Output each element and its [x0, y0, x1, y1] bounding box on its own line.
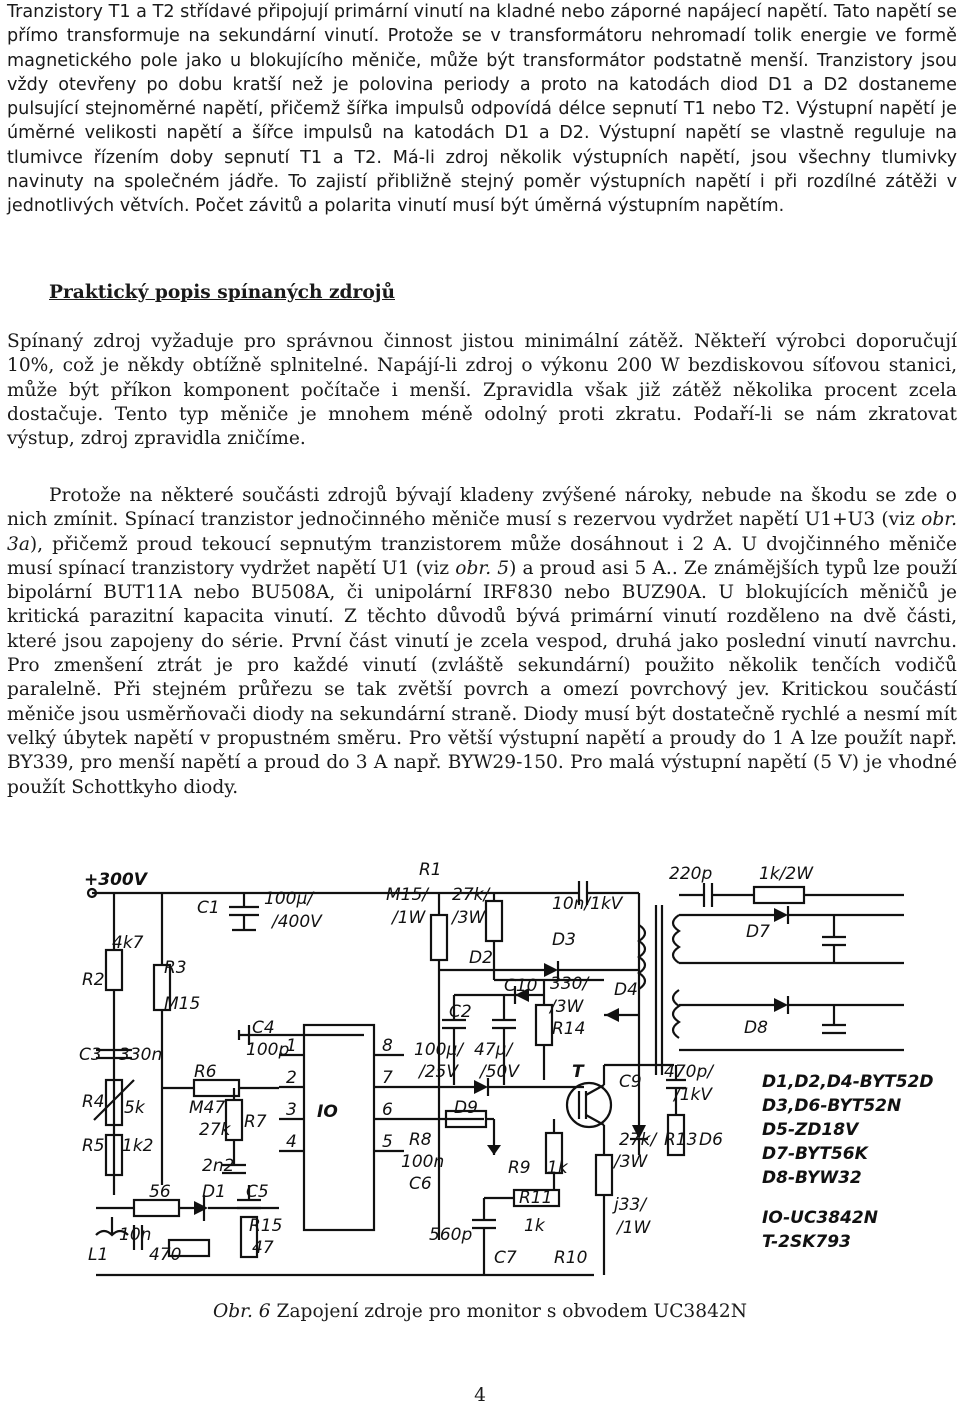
pin-5: 5 — [382, 1132, 393, 1152]
label-m15: M15 — [164, 994, 201, 1014]
label-j33-2: /1W — [617, 1218, 651, 1238]
para3-part-c: ) a proud asi 5 A.. Ze známějších typů lze použí bipolární BUT11A nebo BU508A, či unipolární IRF830 nebo BUZ90A. U blokujících měničů je kritická parazitní kapacita vinutí. Z těchto důvodů bývá primární vinutí rozděleno na dvě části, které jsou zapojeny do série. První část vinutí je zcela vespod, druhá jako poslední vinutí navrchu. Pro zmenšení ztrát je pro každé vinutí (zvláště sekundární) použito několik tenčích vodičů paralelně. Při stejném průřezu se tak zvětší povrch a omezí povrchový jev. Kritickou součástí měniče jsou usměrňovači diody na sekundární straně. Diody musí být dostatečně rychlé a nesmí mít velký úbytek napětí v propustném směru. Pro větší výstupní napětí a proudy do 1 A lze použít např. BY339, pro menší napětí a proud do 3 A např. BYW29-150. Pro malá výstupní napětí (5 V) je vhodné použít Schottkyho diody. — [7, 557, 958, 798]
label-r27k3w-2: /3W — [452, 908, 486, 928]
para3-part-b: ), přičemž proud tekoucí sepnutým tranzistorem může dosáhnout i 2 A. U dvojčinného měniče musí spínací tranzistory vydržet napětí U1 (viz — [7, 533, 957, 579]
label-d4: D4 — [614, 980, 638, 1000]
legend-line-5: D8-BYW32 — [762, 1168, 862, 1188]
label-r27k3w-1: 27k/ — [452, 885, 490, 905]
label-r1k: 1k — [547, 1158, 568, 1178]
label-r100n: 100n — [401, 1152, 445, 1172]
pin-6: 6 — [382, 1100, 393, 1120]
label-r1-val-1: M15/ — [386, 885, 429, 905]
label-d2: D2 — [469, 948, 493, 968]
label-r13: R13 — [664, 1130, 698, 1150]
legend-line-7: T-2SK793 — [762, 1232, 851, 1252]
label-c2: C2 — [449, 1002, 472, 1022]
label-d7: D7 — [746, 922, 770, 942]
label-r2: R2 — [82, 970, 105, 990]
label-r1k2: 1k2 — [122, 1136, 154, 1156]
label-r6: R6 — [194, 1062, 217, 1082]
label-c47-1: 47µ/ — [474, 1040, 513, 1060]
label-r1: R1 — [419, 860, 442, 880]
legend-line-6: IO-UC3842N — [762, 1208, 878, 1228]
label-r470: 470 — [149, 1245, 182, 1265]
label-r4k7: 4k7 — [112, 933, 144, 953]
label-d6: D6 — [699, 1130, 723, 1150]
label-c2n2: 2n2 — [202, 1156, 235, 1176]
pin-4: 4 — [286, 1132, 297, 1152]
label-r5: R5 — [82, 1136, 105, 1156]
figure-caption — [0, 1301, 960, 1322]
label-d9: D9 — [454, 1098, 478, 1118]
label-l1: L1 — [88, 1245, 109, 1265]
label-c10n: 10n — [119, 1225, 152, 1245]
label-r3: R3 — [164, 958, 187, 978]
label-c100p: 100p — [246, 1040, 290, 1060]
label-c1: C1 — [197, 898, 220, 918]
label-c6: C6 — [409, 1174, 432, 1194]
label-r10: R10 — [554, 1248, 588, 1268]
label-j33-1: j33/ — [614, 1195, 647, 1215]
pin-2: 2 — [286, 1068, 297, 1088]
label-r5k: 5k — [124, 1098, 145, 1118]
label-c1-val-1: 100µ/ — [264, 889, 313, 909]
caption-ref: Obr. 6 — [212, 1301, 271, 1322]
label-c1kv: /1kV — [674, 1085, 713, 1105]
pin-7: 7 — [382, 1068, 393, 1088]
label-r27k3w-b-1: 27k/ — [619, 1130, 657, 1150]
label-c560p: 560p — [429, 1225, 473, 1245]
label-r330: 330/ — [550, 974, 589, 994]
label-c5: C5 — [246, 1182, 269, 1202]
paragraph-top: Tranzistory T1 a T2 střídavé připojují primární vinutí na kladné nebo záporné napájecí napětí. Tato napětí se přímo transformuje na sekundární vinutí. Protože se v transformátoru nehromadí tolik energie ve formě magnetického pole jako u blokujícího měniče, může být transformátor podstatně menší. Tranzistory jsou vždy otevřeny po dobu kratší než je polovina periody a proto na katodách diod D1 a D2 dostaneme pulsující stejnoměrné napětí, přičemž šířka impulsů odpovídá délce sepnutí T1 nebo T2. Výstupní napětí je úměrné velikosti napětí a šířce impulsů na katodách D1 a D2. Výstupní napětí se vlastně reguluje na tlumivce řízením doby sepnutí T1 a T2. Má-li zdroj několik výstupních napětí, jsou všechny tlumivky navinuty na společném jádře. To zajistí přibližně stejný poměr výstupních napětí i při rozdílné zátěži v jednotlivých větvích. Počet závitů a polarita vinutí musí být úměrná výstupním napětím. — [7, 2, 957, 217]
component-legend — [762, 1072, 934, 1252]
label-r8: R8 — [409, 1130, 432, 1150]
label-r27k3w-b-2: /3W — [614, 1152, 648, 1172]
label-c470p: 470p/ — [664, 1062, 713, 1082]
label-res-1k2w: 1k/2W — [759, 864, 814, 884]
label-r56: 56 — [149, 1182, 171, 1202]
label-r1k-b: 1k — [524, 1216, 545, 1236]
label-r4: R4 — [82, 1092, 105, 1112]
legend-line-2: D3,D6-BYT52N — [762, 1096, 902, 1116]
label-c47-2: /50V — [480, 1062, 519, 1082]
pin-8: 8 — [382, 1036, 393, 1056]
label-t: T — [572, 1062, 584, 1082]
figure-ref-3a: obr. 3a — [7, 509, 957, 555]
label-c3: C3 — [79, 1045, 102, 1065]
label-r14: R14 — [552, 1019, 586, 1039]
label-c9: C9 — [619, 1072, 642, 1092]
pin-3: 3 — [286, 1100, 297, 1120]
legend-line-1: D1,D2,D4-BYT52D — [762, 1072, 934, 1092]
label-cap-top: 10n/1kV — [552, 894, 623, 914]
paragraph-3 — [7, 484, 957, 800]
legend-line-4: D7-BYT56K — [762, 1144, 868, 1164]
label-r47: 47 — [252, 1238, 274, 1258]
label-io: IO — [317, 1102, 338, 1122]
label-r15: R15 — [249, 1216, 283, 1236]
paragraph-2: Spínaný zdroj vyžaduje pro správnou činnost jistou minimální zátěž. Někteří výrobci doporučují 10%, což je někdy obtížně splnitelné. Napájí-li zdroj o výkonu 200 W bezdiskovou síťovou stanici, může být příkon komponent počítače i menší. Zpravidla však již zátěž několika procent zcela dostačuje. Tento typ měniče je mnohem méně odolný proti zkratu. Podaří-li se nám zkratovat výstup, zdroj zpravidla zničíme. — [7, 331, 957, 450]
label-c330n: 330n — [119, 1045, 163, 1065]
label-r7: R7 — [244, 1112, 267, 1132]
label-supply: +300V — [84, 870, 147, 890]
label-c2-val-1: 100µ/ — [414, 1040, 463, 1060]
label-r9: R9 — [508, 1158, 531, 1178]
label-r27k: 27k — [199, 1120, 231, 1140]
label-m47: M47 — [189, 1098, 226, 1118]
page-number: 4 — [474, 1385, 486, 1406]
label-cap-220p: 220p — [669, 864, 713, 884]
legend-line-3: D5-ZD18V — [762, 1120, 859, 1140]
label-c10: C10 — [504, 976, 538, 996]
caption-text: Zapojení zdroje pro monitor s obvodem UC3842N — [270, 1301, 748, 1322]
para3-part-a: Protože na některé součásti zdrojů bývají kladeny zvýšené nároky, nebude na škodu se zde o nich zmínit. Spínací tranzistor jednočinného měniče musí s rezervou vydržet napětí U1+U3 (viz — [7, 485, 957, 531]
label-r1-val-2: /1W — [392, 908, 426, 928]
label-d3: D3 — [552, 930, 576, 950]
label-r3w: /3W — [550, 997, 584, 1017]
label-d1: D1 — [202, 1182, 226, 1202]
label-r11: R11 — [519, 1188, 553, 1208]
label-d8: D8 — [744, 1018, 768, 1038]
section-heading: Praktický popis spínaných zdrojů — [49, 282, 395, 303]
label-c7: C7 — [494, 1248, 517, 1268]
figure-ref-5: obr. 5 — [455, 557, 510, 579]
label-c1-val-2: /400V — [272, 912, 322, 932]
label-c2-val-2: /25V — [419, 1062, 458, 1082]
circuit-schematic — [74, 855, 960, 1295]
label-c4: C4 — [252, 1018, 275, 1038]
pin-1: 1 — [286, 1036, 297, 1056]
